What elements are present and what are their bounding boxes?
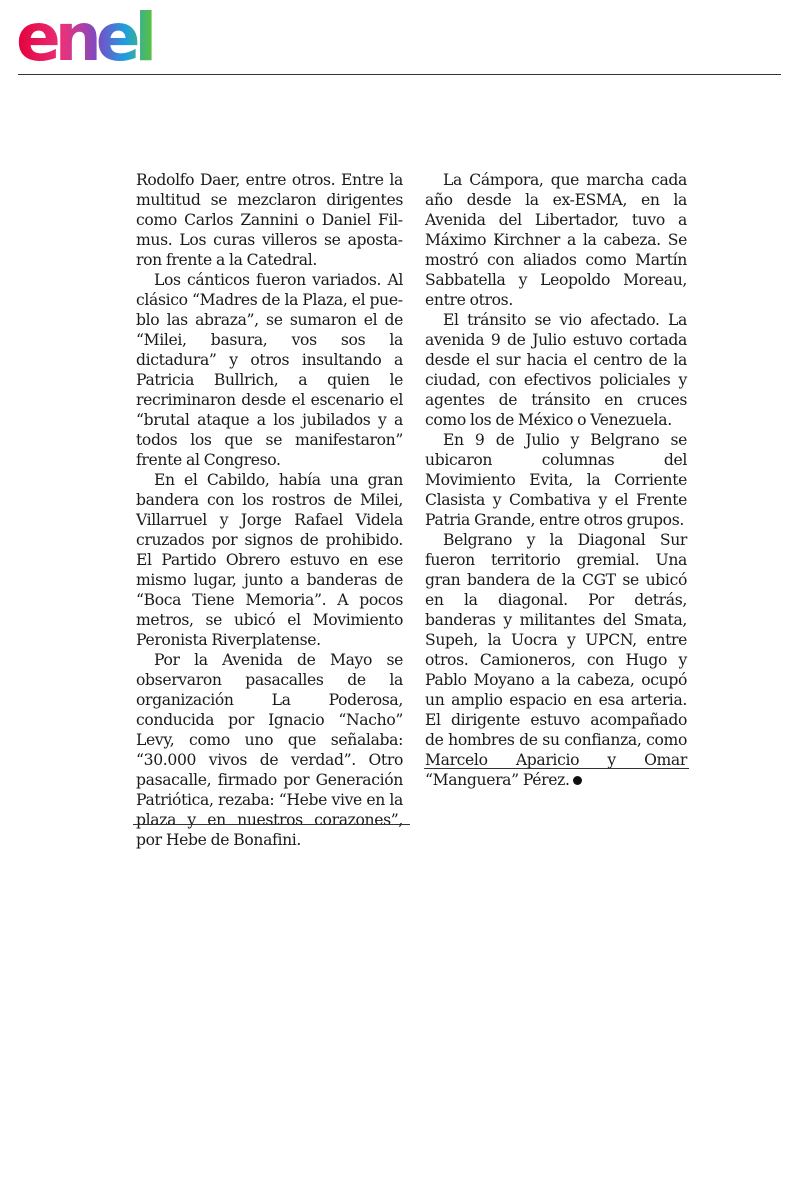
- end-of-article-bullet-icon: [573, 776, 582, 785]
- logo-text: enel: [16, 8, 152, 68]
- paragraph: En 9 de Julio y Belgrano se ubicaron columnas del Movimiento Evita, la Corriente Clasista y Combativa y el Frente Patria Grande, entre otros grupos.: [425, 431, 687, 529]
- paragraph-last: [425, 530, 687, 790]
- article-column-right: [425, 170, 687, 790]
- paragraph: El tránsito se vio afectado. La avenida 9 de Julio estuvo cortada desde el sur hacia el centro de la ciudad, con efectivos policiales y agentes de tránsito en cruces como los de México o Venezuela.: [425, 311, 687, 429]
- column-end-rule-left: [133, 824, 410, 825]
- paragraph: Por la Avenida de Mayo se observaron pasacalles de la organización La Poderosa, conducida por Ignacio “Nacho” Levy, como uno que señalaba: “30.000 vivos de verdad”. Otro pasacalle, firmado por Generación Patriótica, rezaba: “Hebe vive en la plaza y en nuestros corazones”, por Hebe de Bonafini.: [136, 651, 403, 849]
- paragraph-text: Belgrano y la Diagonal Sur fueron territorio gremial. Una gran bandera de la CGT se ubicó en la diagonal. Por detrás, banderas y militantes del Smata, Supeh, la Uocra y UPCN, entre otros. Camioneros, con Hugo y Pablo Moyano a la cabeza, ocupó un amplio espacio en esa arteria. El dirigente estuvo acompañado de hombres de su confianza, como Marcelo Aparicio y Omar “Manguera” Pérez.: [425, 531, 687, 789]
- enel-logo: [16, 8, 176, 68]
- paragraph: En el Cabildo, había una gran bandera con los rostros de Milei, Villarruel y Jorge Rafael Videla cruzados por signos de prohibido. El Partido Obrero estuvo en ese mismo lugar, junto a banderas de “Boca Tiene Memoria”. A pocos metros, se ubicó el Movimiento Peronista Riverplatense.: [136, 471, 403, 649]
- paragraph: La Cámpora, que marcha cada año desde la ex-ESMA, en la Avenida del Libertador, tuvo a Máximo Kirchner a la cabeza. Se mostró con aliados como Martín Sabbatella y Leopoldo Moreau, entre otros.: [425, 171, 687, 309]
- enel-logo-icon: [16, 8, 176, 68]
- paragraph: Los cánticos fueron variados. Al clásico “Madres de la Plaza, el pueblo las abraza”, se sumaron el de “Milei, basura, vos sos la dictadura” y otros insultando a Patricia Bullrich, a quien le recriminaron desde el escenario el “brutal ataque a los jubilados y a todos los que se manifestaron” frente al Congreso.: [136, 271, 403, 469]
- column-end-rule-right: [424, 768, 689, 769]
- header-divider: [18, 74, 781, 75]
- paragraph: Rodolfo Daer, entre otros. Entre la multitud se mezclaron dirigentes como Carlos Zannini o Daniel Filmus. Los curas villeros se apostaron frente a la Catedral.: [136, 171, 403, 269]
- article-column-left: [136, 170, 403, 850]
